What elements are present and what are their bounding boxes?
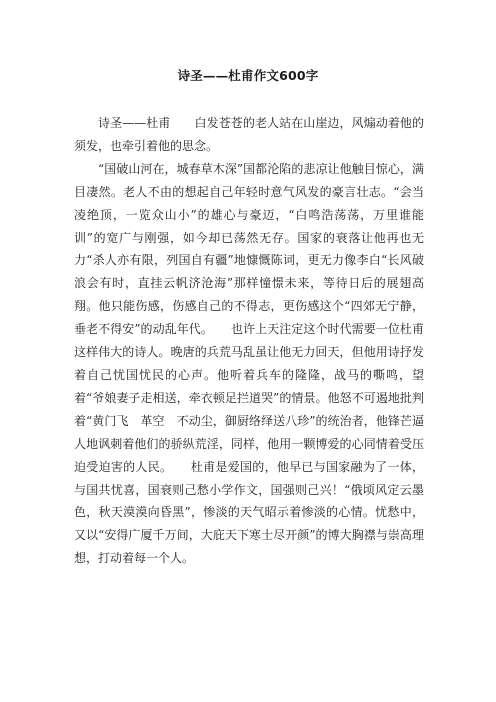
document-title: 诗圣——杜甫作文600字 bbox=[177, 68, 319, 83]
paragraph-1: 诗圣——杜甫 白发苍苍的老人站在山崖边，风煽动着他的须发，也牵引着他的思念。 bbox=[74, 116, 424, 153]
paragraph-2: “国破山河在，城春草木深”国都沦陷的悲凉让他触目惊心，满目凄然。老人不由的想起自己年轻时意气风发的豪言壮志。“会当凌绝顶，一览众山小”的雄心与豪迈，“白鸣浩荡荡，万里谁能训”的宽广与刚强，如今却已荡然无存。国家的衰落让他再也无力“杀人亦有限，列国自有疆”地慷慨陈词，更无力像李白“长风破浪会有时，直挂云帆济沧海”那样憧憬未来，等待日后的展翅高翔。他只能伤感，伤感自己的不得志，更伤感这个“四郊无宁静，垂老不得安”的动乱年代。 也许上天注定这个时代需要一位杜甫这样伟大的诗人。晚唐的兵荒马乱虽让他无力回天，但他用诗抒发着自己忧国忧民的心声。他听着兵车的隆隆，战马的嘶鸣，望着“爷娘妻子走相送，牵衣顿足拦道哭”的情景。他怒不可遏地批判着“黄门飞 革空 不动尘，御厨络绎送八珍”的统治者，他锋芒逼人地讽刺着他们的骄纵荒淫，同样，他用一颗博爱的心同情着受压迫受迫害的人民。 杜甫是爱国的，他早已与国家融为了一体，与国共忧喜，国衰则己愁小学作文，国强则己兴！“俄顷风定云墨色，秋天漠漠向昏黑”，惨淡的天气昭示着惨淡的心情。忧愁中，又以“安得广厦千万间，大庇天下寒士尽开颜”的博大胸襟与崇高理想，打动着每一个人。 bbox=[74, 161, 424, 566]
document-body bbox=[74, 112, 424, 570]
